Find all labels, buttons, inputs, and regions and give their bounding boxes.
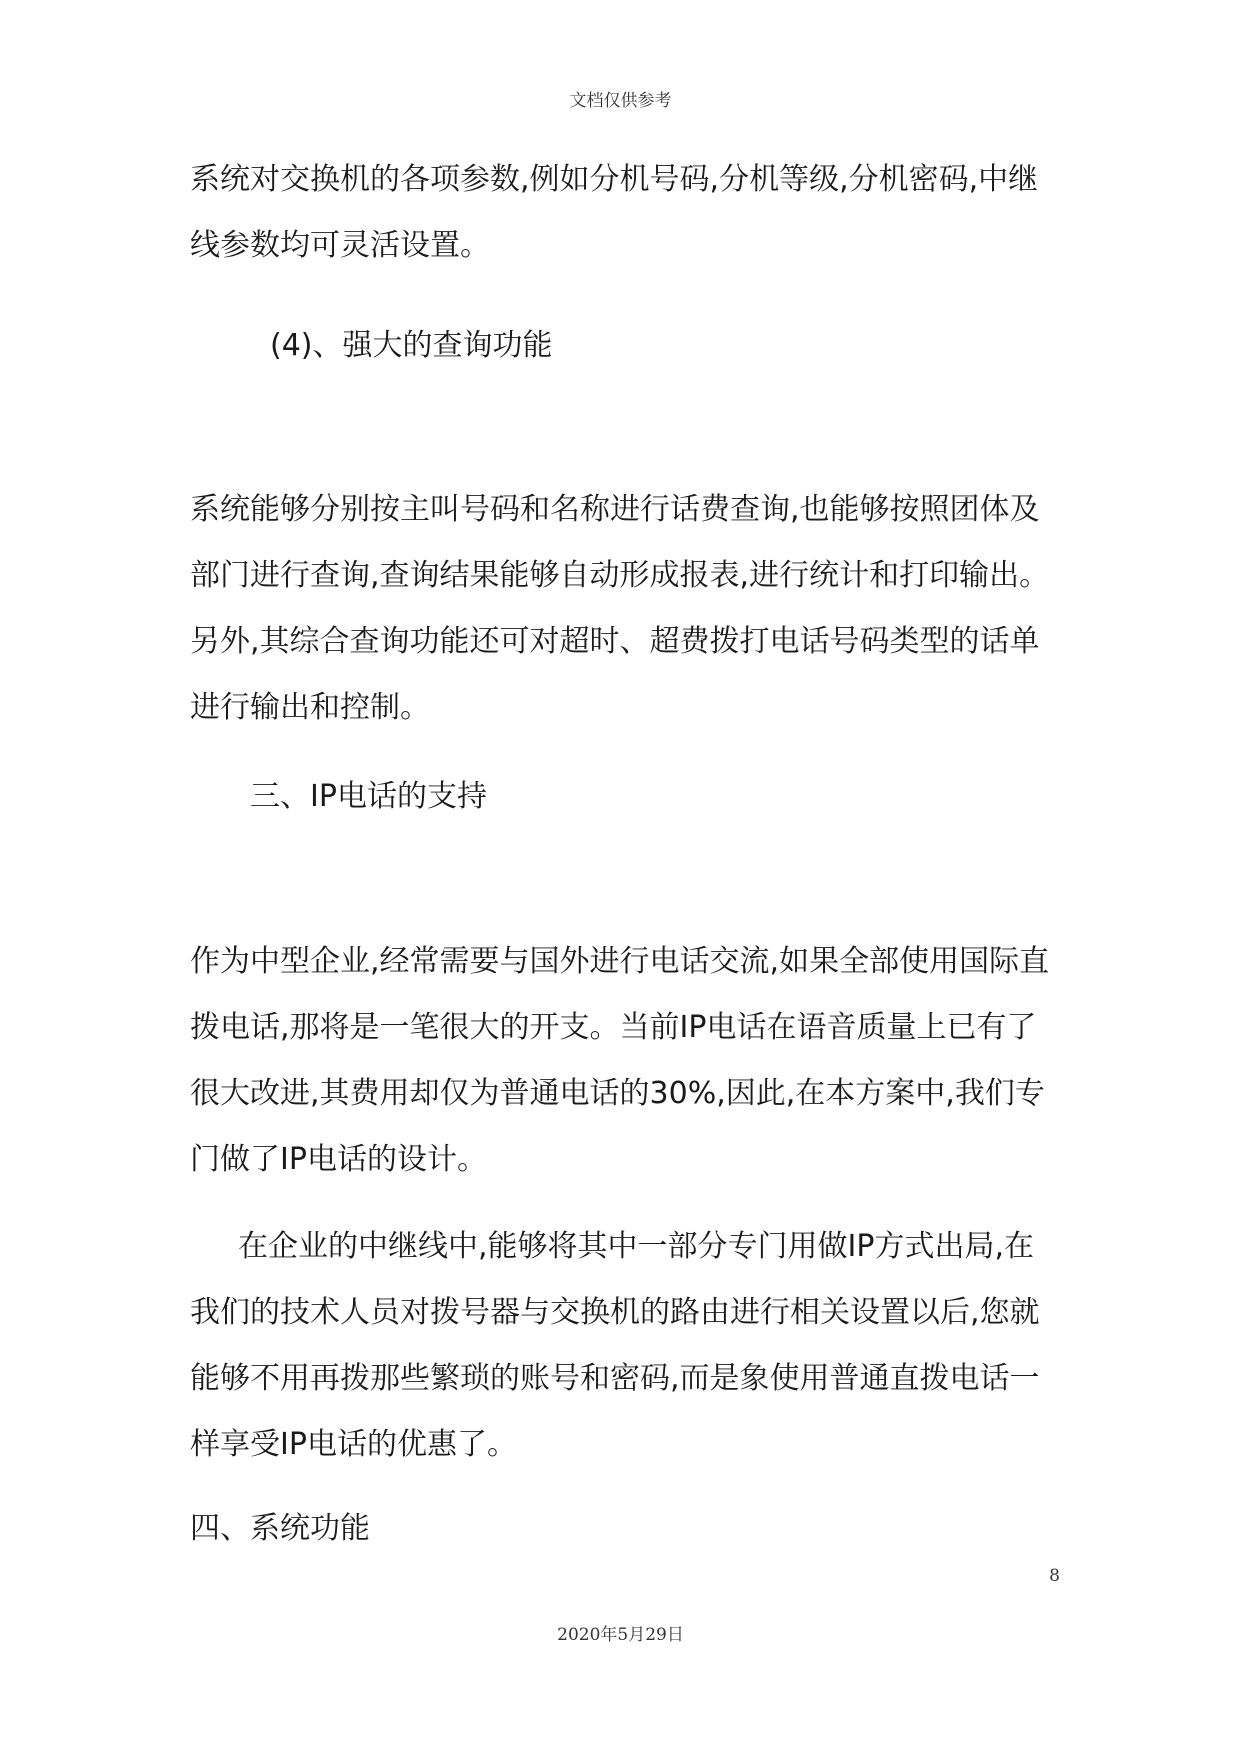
heading-system-function: 四、系统功能 bbox=[190, 1511, 370, 1546]
heading-ip-phone: 三、IP电话的支持 bbox=[250, 779, 487, 814]
paragraph-trunk: 在企业的中继线中,能够将其中一部分专门用做IP方式出局,在我们的技术人员对拨号器与交换机的路由进行相关设置以后,您就能够不用再拨那些繁琐的账号和密码,而是象使用普通直拨电话一样享受IP电话的优惠了。 bbox=[190, 1229, 1040, 1462]
paragraph-query: 系统能够分别按主叫号码和名称进行话费查询,也能够按照团体及部门进行查询,查询结果能够自动形成报表,进行统计和打印输出。另外,其综合查询功能还可对超时、超费拨打电话号码类型的话单进行输出和控制。 bbox=[190, 492, 1050, 725]
page-number: 8 bbox=[1049, 1566, 1060, 1586]
page-header: 文档仅供参考 bbox=[569, 91, 672, 111]
heading-query-function: (4)、强大的查询功能 bbox=[270, 328, 553, 363]
paragraph-ip-phone: 作为中型企业,经常需要与国外进行电话交流,如果全部使用国际直拨电话,那将是一笔很大的开支。当前IP电话在语音质量上已有了很大改进,其费用却仅为普通电话的30%,因此,在本方案中,我们专门做了IP电话的设计。 bbox=[190, 944, 1050, 1177]
paragraph-parameters: 系统对交换机的各项参数,例如分机号码,分机等级,分机密码,中继线参数均可灵活设置。 bbox=[190, 162, 1039, 263]
page-footer-date: 2020年5月29日 bbox=[557, 1625, 684, 1645]
